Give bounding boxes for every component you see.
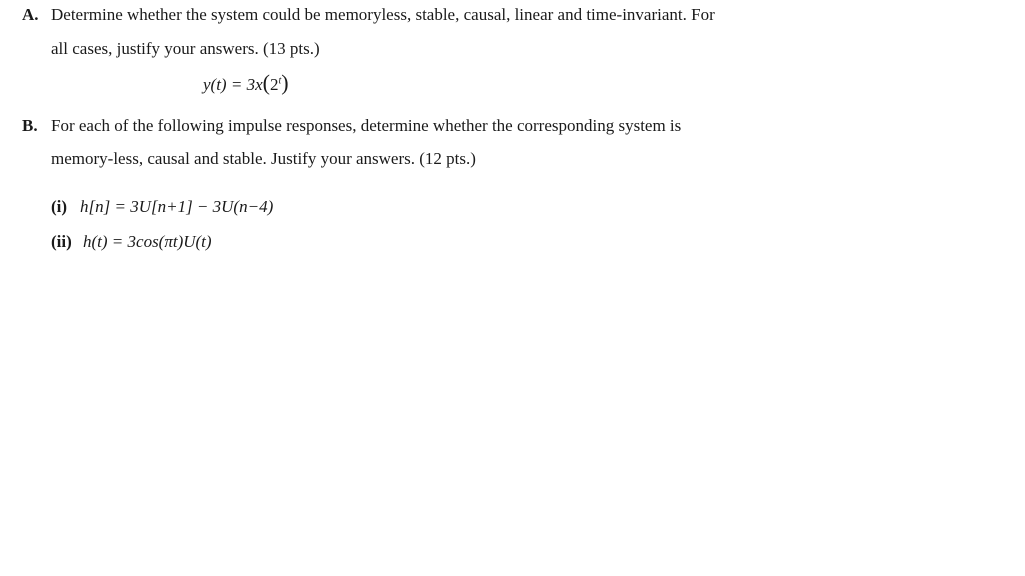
question-a-label: A.: [22, 5, 39, 24]
question-b-item-ii-label: (ii): [51, 232, 72, 251]
equation-base: 2: [269, 75, 279, 94]
question-b-text-line2: memory-less, causal and stable. Justify your answers. (12 pts.): [51, 149, 476, 168]
equation-close-paren: ): [281, 70, 289, 95]
question-b-text-line1: For each of the following impulse responses, determine whether the corresponding system is: [51, 116, 682, 135]
question-b-item-ii-expression: h(t) = 3cos(πt)U(t): [83, 232, 212, 251]
question-b-item-i-label: (i): [51, 197, 68, 216]
equation-open-paren: (: [262, 70, 270, 95]
question-a-text-line2: all cases, justify your answers. (13 pts.): [51, 39, 320, 58]
question-b-label: B.: [22, 116, 38, 135]
question-a-text-line1: Determine whether the system could be memoryless, stable, causal, linear and time-invariant. For: [51, 5, 715, 24]
question-b-item-i-expression: h[n] = 3U[n+1] − 3U(n−4): [80, 197, 274, 216]
question-a-equation: [203, 70, 289, 96]
equation-lhs: y(t) = 3x: [203, 75, 263, 94]
equation-exponent: t: [278, 75, 282, 87]
